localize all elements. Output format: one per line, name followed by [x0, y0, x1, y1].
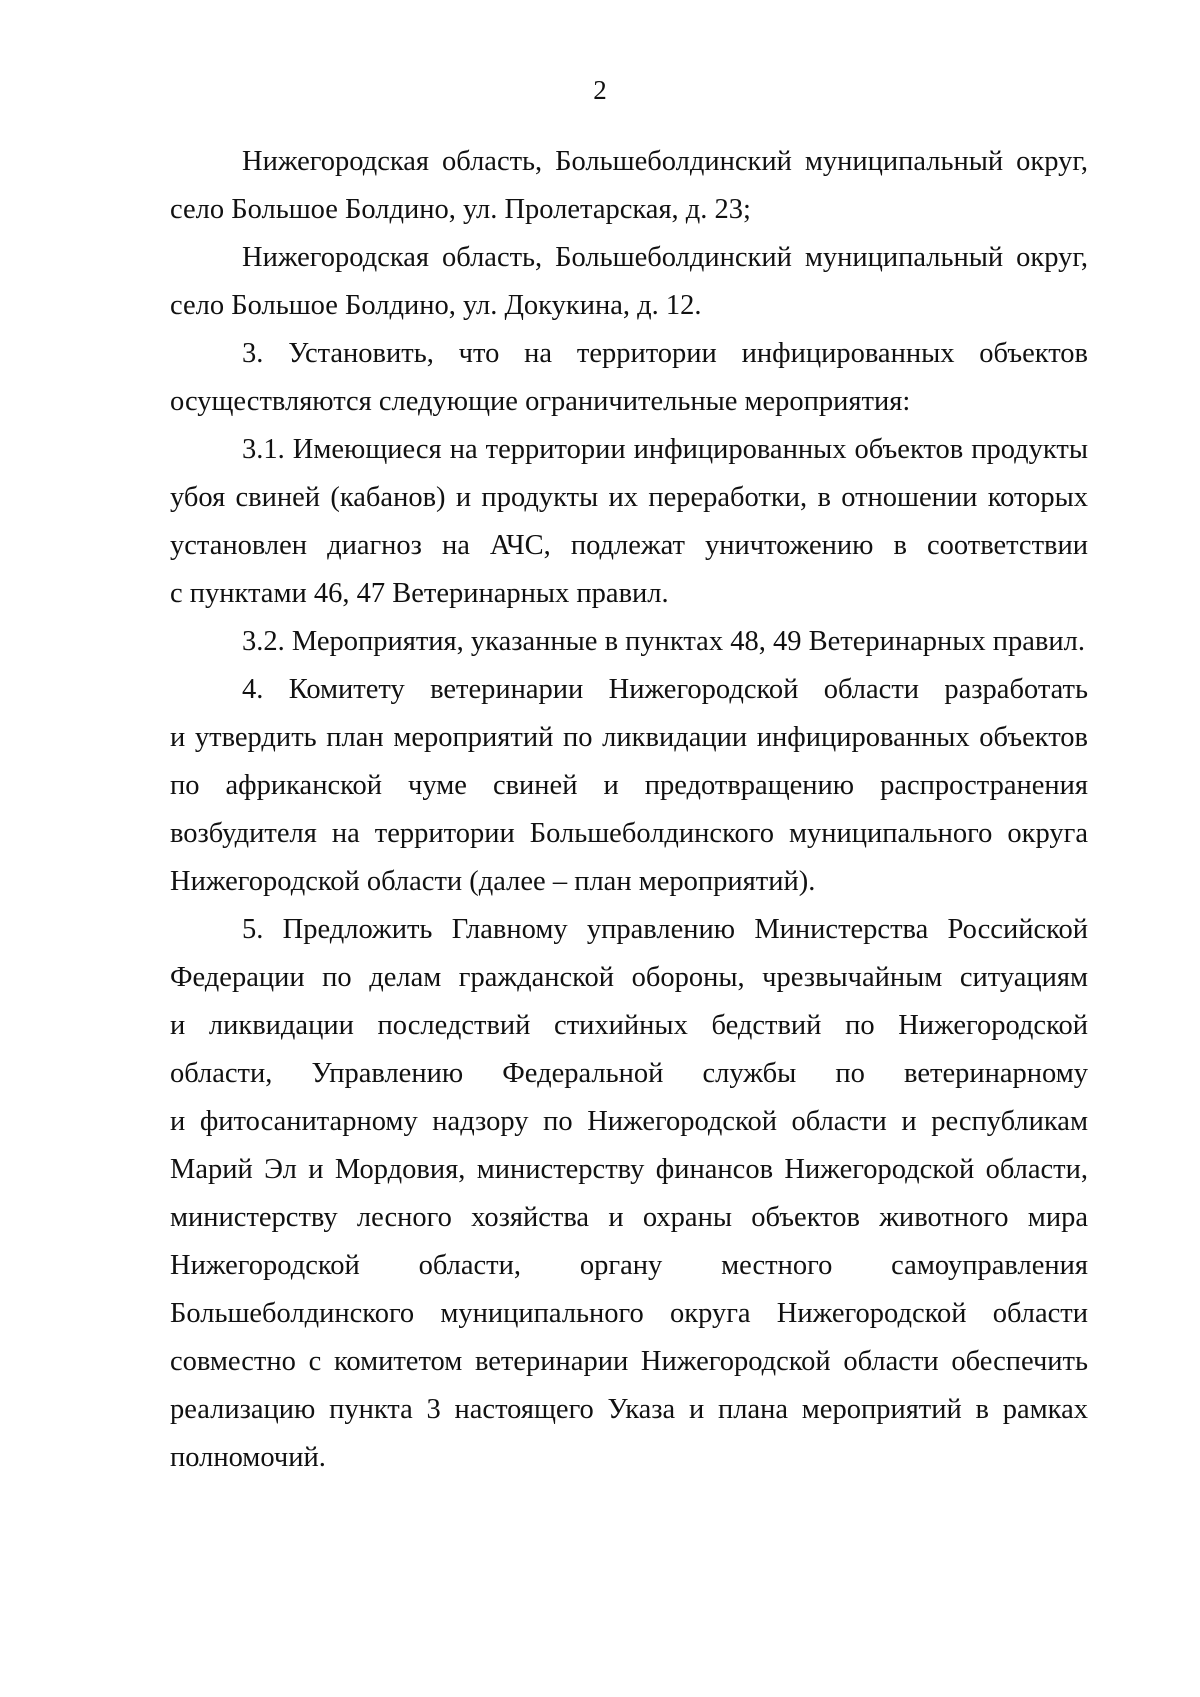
text-line: с пунктами 46, 47 Ветеринарных правил.: [170, 578, 669, 609]
text-line: Марий Эл и Мордовия, министерству финансов Нижегородской области,: [170, 1154, 1088, 1185]
paragraph-item-3-2: [170, 618, 1088, 666]
text-line: 3.2. Мероприятия, указанные в пунктах 48, 49 Ветеринарных правил.: [242, 626, 1085, 657]
text-line: Большеболдинского муниципального округа Нижегородской области: [170, 1298, 1088, 1329]
text-line: и ликвидации последствий стихийных бедствий по Нижегородской: [170, 1010, 1088, 1041]
text-line: по африканской чуме свиней и предотвращению распространения: [170, 770, 1088, 801]
text-line: и фитосанитарному надзору по Нижегородской области и республикам: [170, 1106, 1088, 1137]
paragraph-item-3: [170, 330, 1088, 426]
text-line: министерству лесного хозяйства и охраны объектов животного мира: [170, 1202, 1088, 1233]
text-line: области, Управлению Федеральной службы по ветеринарному: [170, 1058, 1088, 1089]
text-line: село Большое Болдино, ул. Пролетарская, д. 23;: [170, 194, 751, 225]
paragraph-item-4: [170, 666, 1088, 906]
document-body: [170, 138, 1088, 1482]
paragraph-item-3-1: [170, 426, 1088, 618]
text-line: Нижегородская область, Большеболдинский муниципальный округ,: [242, 146, 1088, 177]
text-line: Нижегородской области (далее – план мероприятий).: [170, 866, 816, 897]
text-line: Федерации по делам гражданской обороны, чрезвычайным ситуациям: [170, 962, 1088, 993]
text-line: 3. Установить, что на территории инфицированных объектов: [242, 338, 1088, 369]
text-line: реализацию пункта 3 настоящего Указа и плана мероприятий в рамках: [170, 1394, 1088, 1425]
page-number: 2: [593, 75, 607, 105]
text-line: Нижегородской области, органу местного самоуправления: [170, 1250, 1088, 1281]
paragraph-address-2: [170, 234, 1088, 330]
text-line: установлен диагноз на АЧС, подлежат уничтожению в соответствии: [170, 530, 1088, 561]
paragraph-address-1: [170, 138, 1088, 234]
text-line: 5. Предложить Главному управлению Министерства Российской: [242, 914, 1088, 945]
text-line: совместно с комитетом ветеринарии Нижегородской области обеспечить: [170, 1346, 1088, 1377]
text-line: полномочий.: [170, 1442, 326, 1473]
text-line: и утвердить план мероприятий по ликвидации инфицированных объектов: [170, 722, 1088, 753]
text-line: 3.1. Имеющиеся на территории инфицированных объектов продукты: [242, 434, 1088, 465]
text-line: 4. Комитету ветеринарии Нижегородской области разработать: [242, 674, 1088, 705]
text-line: возбудителя на территории Большеболдинского муниципального округа: [170, 818, 1088, 849]
text-line: убоя свиней (кабанов) и продукты их переработки, в отношении которых: [170, 482, 1088, 513]
text-line: село Большое Болдино, ул. Докукина, д. 12.: [170, 290, 702, 321]
text-line: осуществляются следующие ограничительные мероприятия:: [170, 386, 911, 417]
paragraph-item-5: [170, 906, 1088, 1482]
text-line: Нижегородская область, Большеболдинский муниципальный округ,: [242, 242, 1088, 273]
